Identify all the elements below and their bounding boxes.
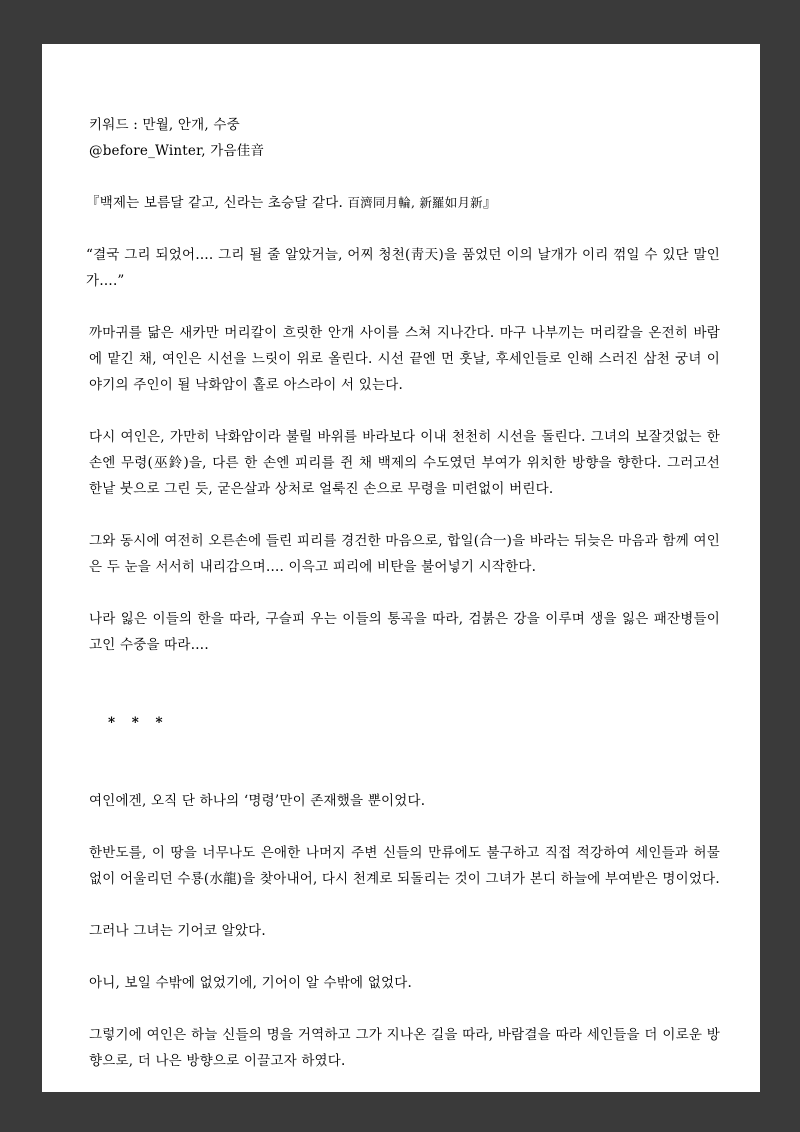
- section-divider: * * *: [108, 715, 169, 731]
- document-page: [42, 44, 760, 1092]
- paragraph: 나라 잃은 이들의 한을 따라, 구슬피 우는 이들의 통곡을 따라, 검붉은 강을 이루며 생을 잃은 패잔병들이 고인 수중을 따라….: [89, 611, 720, 653]
- keywords-line: 키워드 : 만월, 안개, 수중: [89, 117, 240, 133]
- epigraph-close: 』: [482, 195, 497, 211]
- paragraph: 아니, 보일 수밖에 없었기에, 기어이 알 수밖에 없었다.: [89, 975, 412, 991]
- paragraph: 그렇기에 여인은 하늘 신들의 명을 거역하고 그가 지나온 길을 따라, 바람결을 따라 세인들을 더 이로운 방향으로, 더 나은 방향으로 이끌고자 하였다.: [89, 1027, 720, 1069]
- epigraph: [86, 190, 720, 216]
- document-body: [86, 112, 720, 1074]
- paragraph: 그러나 그녀는 기어코 알았다.: [89, 923, 266, 939]
- paragraph: 까마귀를 닮은 새카만 머리칼이 흐릿한 안개 사이를 스쳐 지나간다. 마구 나부끼는 머리칼을 온전히 바람에 맡긴 채, 여인은 시선을 느릿이 위로 올린다. 시선 끝엔 먼 훗날, 후세인들로 인해 스러진 삼천 궁녀 이야기의 주인이 될 낙화암이 홀로 아스라이 서 있는다.: [89, 325, 720, 393]
- epigraph-korean: 『백제는 보름달 같고, 신라는 초승달 같다.: [86, 195, 348, 211]
- paragraph: “결국 그리 되었어…. 그리 될 줄 알았거늘, 어찌 청천(靑天)을 품었던 이의 날개가 이리 꺾일 수 있단 말인가….”: [86, 247, 720, 289]
- paragraph: 다시 여인은, 가만히 낙화암이라 불릴 바위를 바라보다 이내 천천히 시선을 돌린다. 그녀의 보잘것없는 한 손엔 무령(巫鈴)을, 다른 한 손엔 피리를 쥔 채 백제의 수도였던 부여가 위치한 방향을 향한다. 그러고선 한낱 붓으로 그린 듯, 굳은살과 상처로 얼룩진 손으로 무령을 미련없이 버린다.: [89, 429, 720, 497]
- paragraph: 한반도를, 이 땅을 너무나도 은애한 나머지 주변 신들의 만류에도 불구하고 직접 적강하여 세인들과 허물없이 어울리던 수룡(水龍)을 찾아내어, 다시 천계로 되돌리는 것이 그녀가 본디 하늘에 부여받은 명이었다.: [89, 845, 720, 887]
- paragraph: 그와 동시에 여전히 오른손에 들린 피리를 경건한 마음으로, 합일(合一)을 바라는 뒤늦은 마음과 함께 여인은 두 눈을 서서히 내리감으며…. 이윽고 피리에 비탄을 불어넣기 시작한다.: [89, 533, 720, 575]
- paragraph: 여인에겐, 오직 단 하나의 ‘명령’만이 존재했을 뿐이었다.: [89, 793, 426, 809]
- epigraph-hanja: 百濟同月輪, 新羅如月新: [347, 195, 483, 210]
- author-line: @before_Winter, 가음佳音: [89, 143, 265, 159]
